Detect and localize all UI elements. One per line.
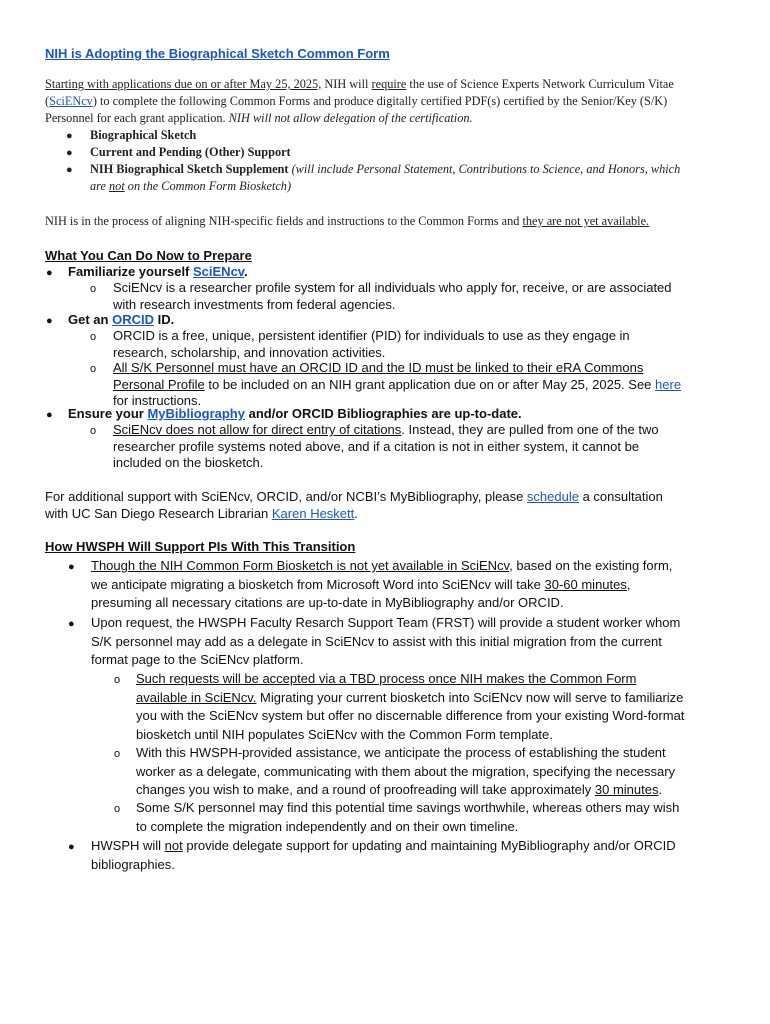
prepare-heading: What You Can Do Now to Prepare	[45, 248, 252, 263]
bullet-icon: ●	[68, 841, 75, 853]
title-link[interactable]: NIH is Adopting the Biographical Sketch Common Form	[45, 46, 390, 61]
request-process-note: Such requests will be accepted via a TBD process once NIH makes the Common Form available in SciENcv. Migrating your current biosketch into SciENcv now will serve to familiarize you with the SciENcv system but offer no discernable difference from your existing Word-format biosketch until NIH populates SciENcv with the Common Form template.	[136, 671, 685, 742]
instructions-link[interactable]: here	[655, 376, 682, 392]
sub-bullet-icon: o	[114, 748, 121, 760]
hwsph-item-timing: Though the NIH Common Form Biosketch is not yet available in SciENcv, based on the existing form, we anticipate migrating a biosketch from Microsoft Word into SciENcv will take 30-60 minutes, presuming all necessary citations are up-to-date in MyBibliography and/or ORCID.	[91, 558, 673, 610]
hwsph-item-no-delegate: HWSPH will not provide delegate support for updating and maintaining MyBibliography and/or ORCID bibliographies.	[91, 838, 676, 872]
prepare-item-bibliography: Ensure your MyBibliography and/or ORCID Bibliographies are up-to-date.	[68, 406, 522, 421]
form-item-biosketch: Biographical Sketch	[90, 128, 197, 142]
bullet-icon: ●	[66, 130, 73, 142]
intro-date: Starting with applications due on or after May 25, 2025,	[45, 77, 322, 91]
support-paragraph: For additional support with SciENcv, ORCID, and/or NCBI’s MyBibliography, please schedule a consultation with UC San Diego Research Librarian Karen Heskett.	[45, 489, 663, 521]
form-item-current-pending: Current and Pending (Other) Support	[90, 145, 291, 159]
sciencv-link[interactable]: SciENcv	[193, 264, 245, 279]
sub-bullet-icon: o	[90, 331, 97, 343]
prepare-item-orcid: Get an ORCID ID.	[68, 312, 175, 327]
sub-bullet-icon: o	[90, 363, 97, 375]
sub-bullet-icon: o	[90, 425, 97, 437]
delegation-note: NIH will not allow delegation of the certification.	[228, 111, 473, 125]
prepare-item-sciencv: Familiarize yourself SciENcv.	[68, 264, 248, 279]
sub-bullet-icon: o	[90, 283, 97, 295]
intro-line-2: (SciENcv) to complete the following Common Forms and produce digitally certified PDF(s) certified by the Senior/Key (S/K)	[45, 94, 668, 108]
sub-bullet-icon: o	[114, 674, 121, 686]
orcid-description: ORCID is a free, unique, persistent identifier (PID) for individuals to use as they engage in research, scholarship, and innovation activities.	[113, 328, 630, 360]
sciencv-link[interactable]: SciENcv	[49, 94, 93, 108]
time-savings-note: Some S/K personnel may find this potential time savings worthwhile, whereas others may wish to complete the migration independently and on their own timeline.	[136, 800, 680, 834]
assistance-note: With this HWSPH-provided assistance, we anticipate the process of establishing the student worker as a delegate, communicating with them about the migration, specifying the necessary changes you wish to make, and a round of proofreading will take approximately 30 minutes.	[136, 745, 676, 797]
alignment-note: NIH is in the process of aligning NIH-specific fields and instructions to the Common Forms and they are not yet available.	[45, 214, 650, 228]
bullet-icon: ●	[46, 267, 53, 279]
bullet-icon: ●	[68, 561, 75, 573]
page-title[interactable]	[45, 46, 390, 63]
mybibliography-link[interactable]: MyBibliography	[147, 406, 245, 421]
intro-line-1: Starting with applications due on or after May 25, 2025, NIH will require the use of Science Experts Network Curriculum Vitae	[45, 77, 674, 91]
form-item-supplement: NIH Biographical Sketch Supplement (will include Personal Statement, Contributions to Science, and Honors, which	[90, 162, 681, 176]
orcid-requirement: All S/K Personnel must have an ORCID ID and the ID must be linked to their eRA Commons Personal Profile to be included on an NIH grant application due on or after May 25, 2025. See here for instructions.	[113, 360, 682, 408]
sciencv-description: SciENcv is a researcher profile system for all individuals who apply for, receive, or are associated with research investments from federal agencies.	[113, 280, 672, 312]
intro-line-3: Personnel for each grant application. NIH will not allow delegation of the certification.	[45, 111, 473, 125]
librarian-link[interactable]: Karen Heskett	[271, 505, 355, 521]
bullet-icon: ●	[46, 315, 53, 327]
schedule-link[interactable]: schedule	[526, 489, 579, 504]
sub-bullet-icon: o	[114, 803, 121, 815]
bullet-icon: ●	[66, 164, 73, 176]
hwsph-item-student-worker: Upon request, the HWSPH Faculty Resarch Support Team (FRST) will provide a student worker whom S/K personnel may add as a delegate in SciENcv to assist with this initial migration from the current format page to the SciENcv platform.	[91, 615, 681, 667]
form-item-supplement-note: are not on the Common Form Biosketch)	[90, 179, 292, 193]
bullet-icon: ●	[68, 618, 75, 630]
orcid-link[interactable]: ORCID	[112, 312, 154, 327]
citation-note: SciENcv does not allow for direct entry of citations. Instead, they are pulled from one of the two researcher profile systems noted above, and if a citation is not in either system, it cannot be included on the biosketch.	[113, 422, 659, 470]
bullet-icon: ●	[66, 147, 73, 159]
bullet-icon: ●	[46, 409, 53, 421]
hwsph-heading: How HWSPH Will Support PIs With This Transition	[45, 539, 356, 554]
